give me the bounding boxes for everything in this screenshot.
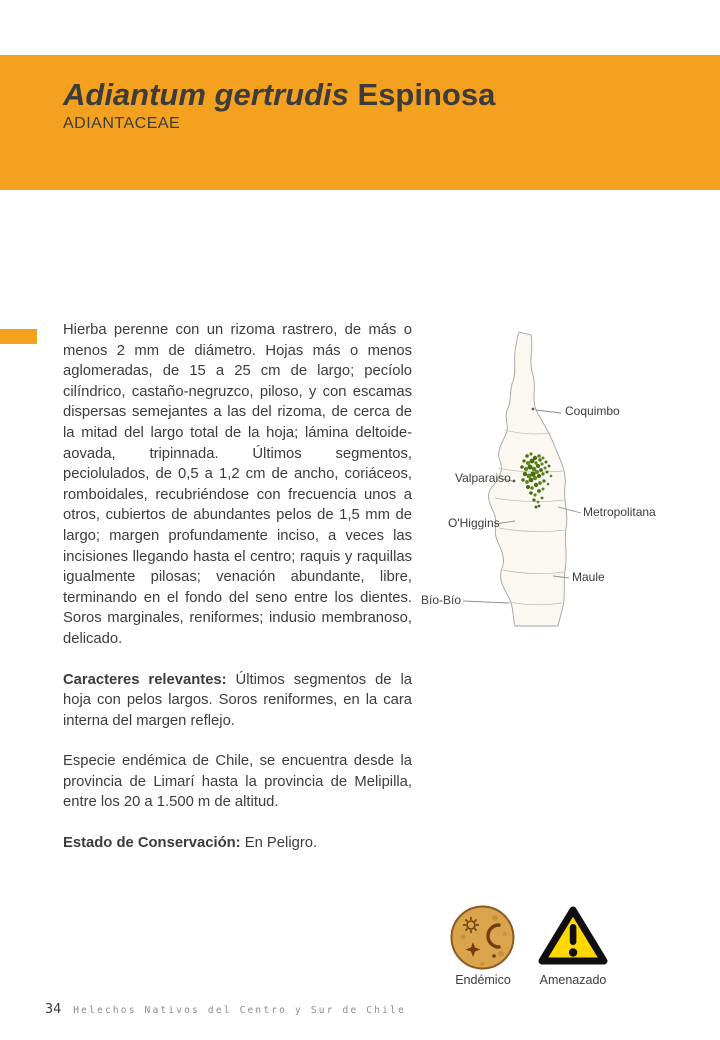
map-label-maule: Maule — [572, 570, 605, 584]
endemic-icon — [449, 904, 516, 976]
estado-paragraph — [63, 833, 412, 854]
caracteres-label: Caracteres relevantes: — [63, 671, 227, 688]
map-label-valparaiso: Valparaiso — [455, 471, 511, 485]
estado-label: Estado de Conservación: — [63, 835, 241, 852]
threatened-warning-icon — [537, 903, 609, 974]
page-number: 34 — [45, 1001, 62, 1017]
description-paragraph: Hierba perenne con un rizoma rastrero, de más o menos 2 mm de diámetro. Hojas más o menos aglomeradas, de 15 a 25 cm de largo; pecíolo cilíndrico, castaño-negruzco, piloso, y con escamas dispersas semejantes a las del rizoma, de cerca de la mitad del largo total de la hoja; lámina deltoide-aovada, tripinnada. Últimos segmentos, peciolulados, de 0,5 a 1,2 cm de ancho, coriáceos, romboidales, recubriéndose con frecuencia unos a otros, cubiertos de abundantes pelos de 1,5 mm de largo; margen profundamente inciso, a veces las incisiones llegando hasta el centro; raquis y raquillas igualmente pilosas; venación abundante, libre, terminando en el fondo del seno entre los dientes. Soros marginales, reniformes; indusio membranoso, delicado. — [63, 322, 412, 647]
caracteres-text: Últimos segmentos de la hoja con pelos largos. Soros reniformes, en la cara interna del margen reflejo. — [63, 671, 412, 729]
map-label-ohiggins: O'Higgins — [448, 516, 500, 530]
author-name: Espinosa — [348, 77, 496, 112]
caracteres-paragraph — [63, 670, 412, 732]
page-footer — [45, 1001, 406, 1017]
page-title — [63, 77, 495, 113]
distribution-map — [415, 330, 695, 630]
family-name: ADIANTACEAE — [63, 115, 181, 132]
margin-tab — [0, 329, 37, 344]
species-name: Adiantum gertrudis — [63, 77, 349, 112]
description-column — [63, 320, 412, 874]
estado-text: En Peligro. — [240, 835, 318, 852]
header-band — [0, 55, 720, 190]
endemic-label: Endémico — [455, 973, 511, 987]
distribution-paragraph: Especie endémica de Chile, se encuentra desde la provincia de Limarí hasta la provincia de Melipilla, entre los 20 a 1.500 m de altitud. — [63, 753, 412, 811]
threatened-label: Amenazado — [539, 973, 607, 987]
book-title: Helechos Nativos del Centro y Sur de Chile — [73, 1005, 406, 1016]
map-label-coquimbo: Coquimbo — [565, 404, 620, 418]
map-label-metropolitana: Metropolitana — [583, 505, 656, 519]
map-label-biobio: Bío-Bío — [421, 593, 462, 607]
